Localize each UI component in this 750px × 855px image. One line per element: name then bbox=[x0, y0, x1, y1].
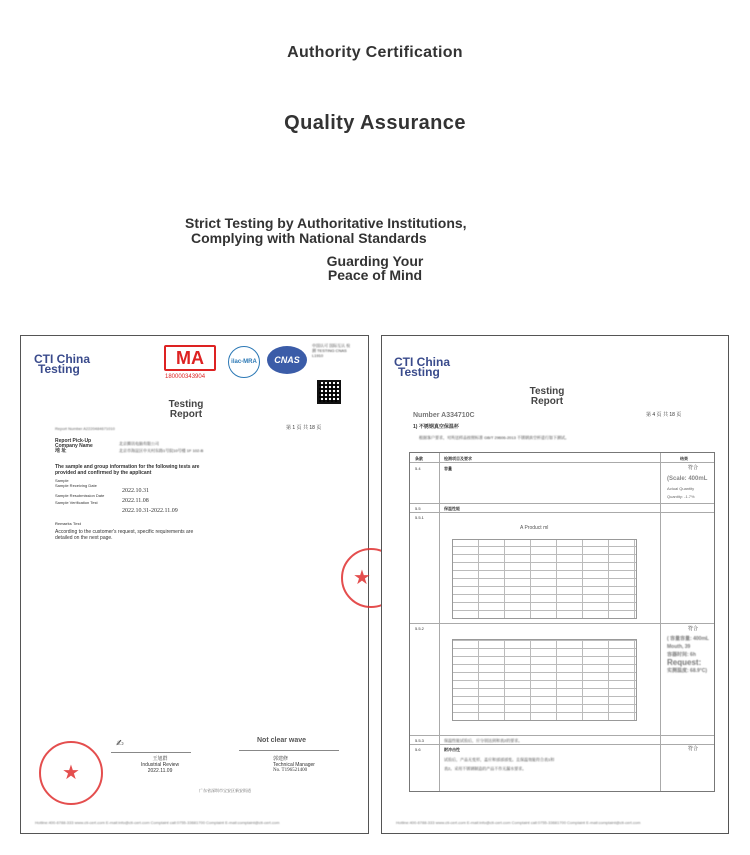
row-56-item: 耐冲击性 bbox=[444, 747, 460, 752]
row-56-clause: 5.6 bbox=[415, 747, 421, 752]
row-552-notes bbox=[667, 635, 709, 675]
cti-logo-line-1: CTI China bbox=[34, 352, 90, 366]
row-divider bbox=[410, 503, 714, 504]
quality-assurance-title: Quality Assurance bbox=[284, 112, 466, 134]
sample-values bbox=[122, 486, 178, 516]
left-footer: Hotline:400-6788-333 www.cti-cert.com E-mail:info@cti-cert.com Complaint call:0755-33681700 Complaint E-mail:complaint@cti-cert.com bbox=[35, 820, 280, 825]
sample-receiving-value: 2022.10.31 bbox=[122, 488, 149, 494]
right-report-number: Number A334710C bbox=[413, 412, 475, 419]
report-title-line-1: Testing bbox=[168, 399, 204, 410]
cnas-icon: CNAS bbox=[267, 346, 307, 374]
cti-logo-right bbox=[394, 357, 450, 377]
row-54-clause: 5.4 bbox=[415, 466, 421, 471]
col-result-header: 结果 bbox=[680, 456, 688, 461]
guard-line-1: Guarding Your bbox=[326, 253, 424, 269]
cma-code: 180000343904 bbox=[165, 374, 206, 380]
qr-code-icon bbox=[317, 380, 341, 404]
sample-test-value: 2022.10.31-2022.11.09 bbox=[122, 508, 178, 514]
sample-labels bbox=[55, 478, 104, 505]
row-552-subtable bbox=[452, 639, 637, 721]
sample-test-label: Sample Verification Test bbox=[55, 500, 98, 505]
testing-report-page-4 bbox=[381, 335, 729, 834]
sample-resub-label: Sample Resubmission Date bbox=[55, 493, 105, 498]
row-56-text bbox=[444, 755, 554, 773]
sample-label: Sample bbox=[55, 478, 69, 483]
right-signer-no: No. T196521400 bbox=[273, 768, 308, 773]
remarks-text: According to the customer's request, specific requirements are detailed on the next page. bbox=[55, 529, 194, 541]
row-552-result: 符合 bbox=[688, 626, 699, 632]
guard-slogan bbox=[0, 254, 750, 282]
row-54-note: (Scale: 400mL bbox=[667, 476, 708, 482]
left-signer-date: 2022.11.09 bbox=[147, 768, 173, 774]
row-54-result: 符合 bbox=[688, 465, 699, 471]
address-label: 地 址 bbox=[55, 448, 67, 454]
pickup-labels bbox=[55, 439, 93, 454]
cnas-text: 中国认可 国际互认 检测 TESTING CNAS L1910 bbox=[312, 343, 351, 358]
right-sign-line bbox=[239, 750, 339, 751]
row-552-note2: Mouth, 39 bbox=[667, 644, 691, 650]
right-report-title-line-2: Report bbox=[530, 396, 564, 407]
row-552-clause: 5.5.2 bbox=[415, 626, 424, 631]
tagline-line-2: Complying with National Standards bbox=[191, 230, 427, 246]
sample-receiving-label: Sample Receiving Date bbox=[55, 483, 97, 488]
company-label: Company Name bbox=[55, 443, 93, 449]
address-value: 北京市海淀区中关村东路1号院10号楼 1F 102-B bbox=[119, 448, 204, 453]
tagline-line-1: Strict Testing by Authoritative Institutions, bbox=[185, 215, 467, 231]
authority-certification-title: Authority Certification bbox=[287, 44, 463, 61]
report-title-line-2: Report bbox=[169, 409, 203, 420]
row-55-clause: 5.5 bbox=[415, 506, 421, 511]
right-page-info: 第 4 页 共 18 页 bbox=[646, 412, 682, 418]
left-sign-line bbox=[111, 752, 191, 753]
row-552-note4: Request: bbox=[667, 658, 702, 667]
sample-heading: The sample and group information for the following tests are provided and confirmed by the applicant bbox=[55, 464, 200, 476]
row-54-item: 容量 bbox=[444, 466, 452, 471]
col-item-header: 检测项目及要求 bbox=[444, 456, 472, 461]
report-number: Report Number A2220484671010 bbox=[55, 426, 115, 431]
cti-logo-line-2: Testing bbox=[38, 362, 80, 376]
cti-logo bbox=[34, 354, 90, 374]
row-divider bbox=[410, 623, 714, 624]
row-552-note1: ( 容量容量: 400mL bbox=[667, 636, 709, 642]
report-title bbox=[151, 400, 221, 420]
row-551-table-title: A Product ml bbox=[520, 525, 549, 531]
row-54-sub1: Actual Quantity bbox=[667, 486, 695, 491]
row-divider bbox=[410, 735, 714, 736]
cti-logo-right-line-1: CTI China bbox=[394, 355, 450, 369]
address-footer: 广东省深圳市宝安区新安街道 bbox=[199, 788, 251, 793]
edge-stamp-icon: ★ bbox=[341, 548, 401, 608]
left-signer bbox=[141, 756, 179, 774]
right-signer-name: 郭建修 bbox=[273, 756, 289, 762]
row-54-sub2: Quantity: -1.7% bbox=[667, 494, 695, 499]
right-signer-label: Not clear wave bbox=[257, 737, 307, 744]
row-55-item: 保温性能 bbox=[444, 506, 460, 511]
company-value: 北京腾讯电脑有限公司 bbox=[119, 441, 159, 446]
row-553-item: 保温性能试验后，应分别达到和表2的要求。 bbox=[444, 738, 523, 743]
sample-resub-value: 2022.11.08 bbox=[122, 498, 149, 504]
page-info: 第 1 页 共 18 页 bbox=[286, 425, 322, 431]
testing-report-cover bbox=[20, 335, 369, 834]
remarks-label: Remarks Test bbox=[55, 521, 81, 526]
pickup-label: Report Pick-Up bbox=[55, 438, 92, 444]
col-clause-header: 条款 bbox=[415, 456, 423, 461]
tagline bbox=[185, 216, 467, 246]
test-results-table bbox=[409, 452, 715, 792]
company-values bbox=[119, 440, 203, 454]
row-56-text-1: 试验后，产品无变形，盖应和部部部变。且保温效能符合表1和 bbox=[444, 757, 555, 762]
right-report-title-line-1: Testing bbox=[529, 386, 565, 397]
right-report-title bbox=[512, 387, 582, 407]
row-divider bbox=[410, 744, 714, 745]
left-signer-title: Industrial Review bbox=[141, 762, 180, 768]
row-553-clause: 5.5.3 bbox=[415, 738, 424, 743]
section-heading: 1) 不锈钢真空保温杯 bbox=[413, 424, 459, 430]
row-divider bbox=[410, 512, 714, 513]
right-signer bbox=[273, 756, 315, 774]
row-56-result: 符合 bbox=[688, 746, 699, 752]
ilac-mra-icon: ilac-MRA bbox=[228, 346, 260, 378]
left-signature: ✍ bbox=[116, 738, 124, 748]
cti-logo-right-line-2: Testing bbox=[398, 365, 440, 379]
row-551-subtable bbox=[452, 539, 637, 619]
section-intro: 根据客户要求，对所送样品按照标准 GB/T 29606-2013 不锈钢真空杯进行如下测试。 bbox=[419, 435, 569, 440]
right-footer: Hotline:400-6788-333 www.cti-cert.com E-mail:info@cti-cert.com Complaint call:0755-33681700 Complaint E-mail:complaint@cti-cert.com bbox=[396, 820, 641, 825]
row-551-clause: 5.5.1 bbox=[415, 515, 424, 520]
right-signer-title: Technical Manager bbox=[273, 762, 315, 768]
left-signer-name: 王旭群 bbox=[152, 756, 168, 762]
row-552-note5: 实测温度: 68.9°C) bbox=[667, 668, 708, 674]
inspection-stamp-icon: ★ bbox=[39, 741, 103, 805]
row-552-note3: 容器时间: 6h bbox=[667, 652, 696, 658]
row-56-text-2: 表2。采用不锈钢制造的产品不作无漏水要求。 bbox=[444, 766, 527, 771]
guard-line-2: Peace of Mind bbox=[327, 267, 423, 283]
cma-mark-icon: MA bbox=[164, 345, 216, 371]
row-divider bbox=[410, 462, 714, 463]
